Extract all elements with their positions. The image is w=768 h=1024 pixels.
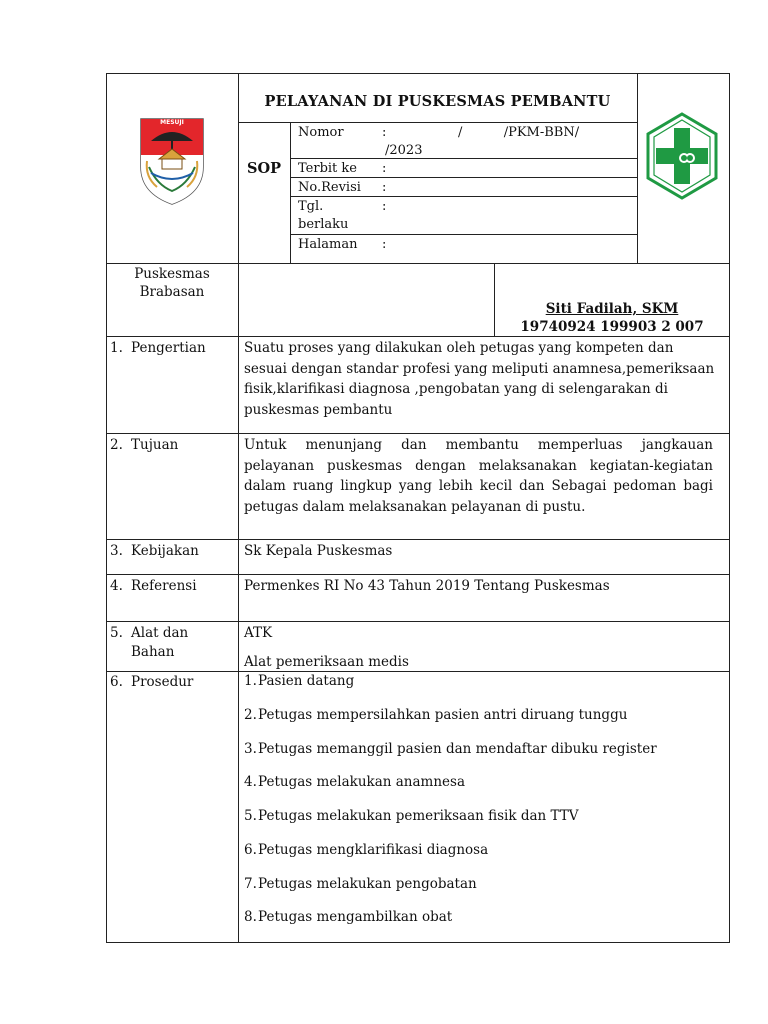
step-number: 1. bbox=[244, 673, 257, 689]
section-number: 6. bbox=[110, 674, 123, 690]
meta-label-2: berlaku bbox=[298, 217, 349, 232]
section-label-2: Bahan bbox=[131, 644, 175, 660]
meta-label: Halaman bbox=[298, 237, 358, 252]
section-number: 5. bbox=[110, 625, 123, 641]
alat-item: ATK bbox=[244, 625, 273, 641]
step-text: Petugas mempersilahkan pasien antri diruang tunggu bbox=[258, 707, 628, 723]
section-text: Suatu proses yang dilakukan oleh petugas yang kompeten dan sesuai dengan standar profesi yang meliputi anamnesa,pemeriksaan fisik,klarifikasi diagnosa ,pengobatan yang di selengarakan di puskesmas pembantu bbox=[244, 340, 715, 418]
step-number: 6. bbox=[244, 842, 257, 858]
crest-label: MESUJI bbox=[160, 119, 184, 126]
step-text: Petugas memanggil pasien dan mendaftar dibuku register bbox=[258, 741, 657, 757]
step-number: 8. bbox=[244, 909, 257, 925]
meta-label: Terbit ke bbox=[298, 161, 357, 176]
meta-sep: : bbox=[382, 237, 387, 252]
step-text: Petugas melakukan pengobatan bbox=[258, 876, 477, 892]
step-text: Petugas melakukan anamnesa bbox=[258, 774, 465, 790]
section-text: Sk Kepala Puskesmas bbox=[244, 543, 393, 559]
step-number: 7. bbox=[244, 876, 257, 892]
meta-sep: : bbox=[382, 199, 387, 214]
signer-name: Siti Fadilah, SKM bbox=[545, 301, 679, 317]
meta-label: Nomor bbox=[298, 125, 344, 140]
meta-value: / /PKM-BBN/ bbox=[458, 125, 580, 140]
document-title: PELAYANAN DI PUSKESMAS PEMBANTU bbox=[264, 93, 611, 110]
section-label: Alat dan bbox=[131, 625, 189, 641]
step-text: Petugas mengambilkan obat bbox=[258, 909, 453, 925]
meta-sep: : bbox=[382, 125, 387, 140]
sop-label: SOP bbox=[246, 160, 281, 177]
meta-label: Tgl. bbox=[298, 199, 324, 214]
step-text: Petugas melakukan pemeriksaan fisik dan TTV bbox=[258, 808, 579, 824]
section-label: Prosedur bbox=[131, 674, 194, 690]
meta-sep: : bbox=[382, 161, 387, 176]
org-name bbox=[106, 265, 238, 301]
section-number: 2. bbox=[110, 437, 123, 453]
step-number: 5. bbox=[244, 808, 257, 824]
step-number: 2. bbox=[244, 707, 257, 723]
meta-label: No.Revisi bbox=[298, 180, 361, 195]
signer-id: 19740924 199903 2 007 bbox=[520, 319, 704, 335]
section-label: Kebijakan bbox=[131, 543, 199, 559]
mesuji-crest-logo bbox=[137, 115, 207, 207]
org-name-line1: Puskesmas bbox=[134, 266, 210, 282]
meta-sep: : bbox=[382, 180, 387, 195]
section-text: Untuk menunjang dan membantu memperluas jangkauan pelayanan puskesmas dengan melaksanakan kegiatan-kegiatan dalam ruang lingkup yang lebih kecil dan Sebagai pedoman bagi petugas dalam melaksanakan pelayanan di pustu. bbox=[244, 437, 713, 515]
puskesmas-logo bbox=[646, 112, 718, 200]
step-text: Petugas mengklarifikasi diagnosa bbox=[258, 842, 489, 858]
section-label: Pengertian bbox=[131, 340, 206, 356]
section-label: Referensi bbox=[131, 578, 197, 594]
org-name-line2: Brabasan bbox=[139, 284, 205, 300]
step-number: 3. bbox=[244, 741, 257, 757]
section-number: 3. bbox=[110, 543, 123, 559]
section-number: 4. bbox=[110, 578, 123, 594]
section-text: Permenkes RI No 43 Tahun 2019 Tentang Puskesmas bbox=[244, 578, 610, 594]
meta-value-year: /2023 bbox=[385, 143, 423, 158]
section-number: 1. bbox=[110, 340, 123, 356]
section-label: Tujuan bbox=[131, 437, 179, 453]
step-number: 4. bbox=[244, 774, 257, 790]
step-text: Pasien datang bbox=[258, 673, 355, 689]
alat-item: Alat pemeriksaan medis bbox=[244, 654, 409, 670]
